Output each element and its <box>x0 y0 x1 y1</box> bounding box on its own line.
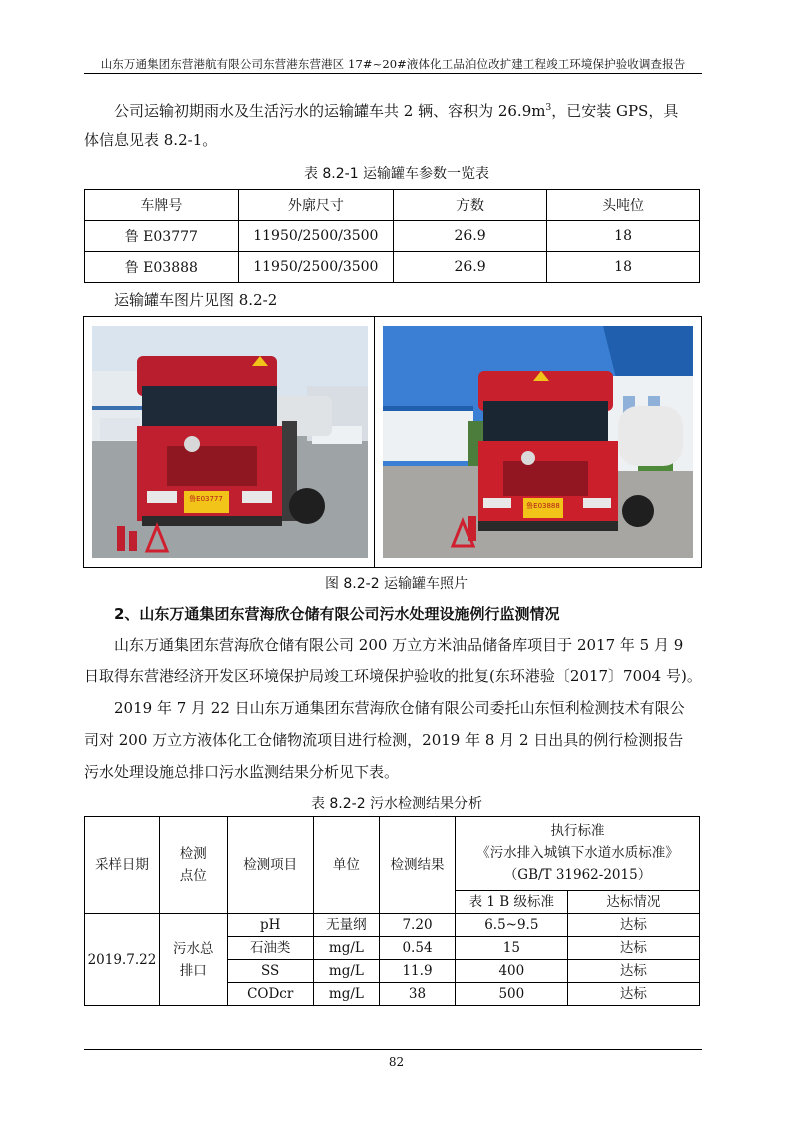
table-header-cell: 外廓尺寸 <box>238 190 393 221</box>
wastewater-table <box>84 816 700 1006</box>
para2-line1: 2019 年 7 月 22 日山东万通集团东营海欣仓储有限公司委托山东恒利检测技术有限公 <box>114 699 685 717</box>
table-cell: 18 <box>547 252 700 283</box>
sample-point-cell: 污水总 排口 <box>159 914 227 1006</box>
table-cell: 26.9 <box>394 221 547 252</box>
footer-rule <box>84 1049 702 1050</box>
table-cell: 鲁 E03777 <box>85 221 239 252</box>
para1-line1: 山东万通集团东营海欣仓储有限公司 200 万立方米油品储备库项目于 2017 年 5 月 9 <box>114 636 684 654</box>
table-cell: 26.9 <box>394 252 547 283</box>
intro-line-2: 体信息见表 8.2-1。 <box>84 131 218 149</box>
table-cell: 6.5~9.5 <box>455 914 567 937</box>
page-number: 82 <box>388 1055 405 1069</box>
table-cell: CODcr <box>227 983 313 1006</box>
table1-caption: 表 8.2-1 运输罐车参数一览表 <box>303 166 490 182</box>
para2-line3: 污水处理设施总排口污水监测结果分析见下表。 <box>84 763 400 781</box>
header-unit: 单位 <box>313 817 379 914</box>
table-cell: 达标 <box>567 983 699 1006</box>
table-cell: 11.9 <box>380 960 456 983</box>
section-heading: 2、山东万通集团东营海欣仓储有限公司污水处理设施例行监测情况 <box>114 605 560 623</box>
header-rule <box>84 73 702 74</box>
header-sample-date: 采样日期 <box>85 817 160 914</box>
header-point: 检测 点位 <box>159 817 227 914</box>
standard-code: （GB/T 31962-2015） <box>503 867 652 884</box>
para1-line2: 日取得东营港经济开发区环境保护局竣工环境保护验收的批复(东环港验〔2017〕7004 号)。 <box>84 667 702 685</box>
photo-frame <box>83 316 702 568</box>
table-row <box>85 221 700 252</box>
table-row <box>85 914 700 937</box>
table-row <box>85 252 700 283</box>
para2-line2: 司对 200 万立方液体化工仓储物流项目进行检测，2019 年 8 月 2 日出具的例行检测报告 <box>84 731 684 749</box>
table-cell: 达标 <box>567 937 699 960</box>
table-header-row <box>85 190 700 221</box>
table-cell: 7.20 <box>380 914 456 937</box>
table-cell: 15 <box>455 937 567 960</box>
table-cell: SS <box>227 960 313 983</box>
table-cell: mg/L <box>313 983 379 1006</box>
table-header-cell: 方数 <box>394 190 547 221</box>
table-cell: 石油类 <box>227 937 313 960</box>
intro-text-b: ，已安装 GPS，具 <box>551 102 679 120</box>
photo-divider <box>374 317 375 567</box>
standard-name: 《污水排入城镇下水道水质标准》 <box>476 845 679 862</box>
table-cell: 500 <box>455 983 567 1006</box>
table2-caption: 表 8.2-2 污水检测结果分析 <box>310 796 483 812</box>
truck-photo-right <box>383 326 693 558</box>
table-cell: mg/L <box>313 937 379 960</box>
header-limit: 表 1 B 级标准 <box>455 890 567 913</box>
intro-text-a: 公司运输初期雨水及生活污水的运输罐车共 2 辆、容积为 26.9m <box>114 102 546 120</box>
table-cell: 400 <box>455 960 567 983</box>
intro-line-1 <box>84 98 702 121</box>
header-item: 检测项目 <box>227 817 313 914</box>
header-standard <box>455 817 699 891</box>
standard-title: 执行标准 <box>550 823 605 840</box>
table-cell: 无量纲 <box>313 914 379 937</box>
sample-date-cell: 2019.7.22 <box>85 914 160 1006</box>
table-cell: mg/L <box>313 960 379 983</box>
figure-caption: 图 8.2-2 运输罐车照片 <box>324 576 469 592</box>
running-header: 山东万通集团东营港航有限公司东营港东营港区 17#~20#液体化工品泊位改扩建工程竣工环境保护验收调查报告 <box>100 57 686 71</box>
plate-text-right: 鲁E03888 <box>526 502 560 510</box>
table-cell: pH <box>227 914 313 937</box>
table-cell: 鲁 E03888 <box>85 252 239 283</box>
tanker-table <box>84 189 700 283</box>
table-cell: 38 <box>380 983 456 1006</box>
table-cell: 达标 <box>567 914 699 937</box>
table-header-cell: 车牌号 <box>85 190 239 221</box>
header-status: 达标情况 <box>567 890 699 913</box>
plate-text-left: 鲁E03777 <box>189 495 223 503</box>
intro-superscript: 3 <box>545 103 552 113</box>
truck-photo-left <box>92 326 368 558</box>
table-cell: 11950/2500/3500 <box>238 252 393 283</box>
table-cell: 0.54 <box>380 937 456 960</box>
table-cell: 11950/2500/3500 <box>238 221 393 252</box>
header-result: 检测结果 <box>380 817 456 914</box>
table-cell: 18 <box>547 221 700 252</box>
photo-reference: 运输罐车图片见图 8.2-2 <box>114 291 278 309</box>
table-header-cell: 头吨位 <box>547 190 700 221</box>
table-cell: 达标 <box>567 960 699 983</box>
